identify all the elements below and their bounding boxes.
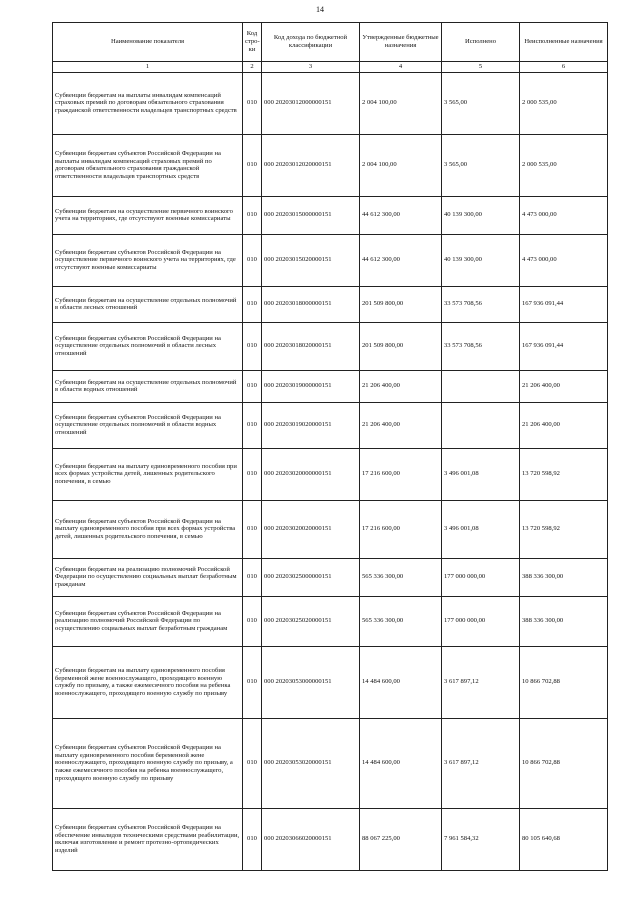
table-row — [53, 646, 608, 718]
row-income-code: 000 20203019020000151 — [262, 402, 360, 448]
row-income-code: 000 20203020020000151 — [262, 500, 360, 558]
column-header-name: Наименование показателя — [53, 23, 243, 62]
row-name: Субвенции бюджетам субъектов Российской Федерации на выплату единовременного пособия беременной жене военнослужащего, проходящего военную службу по призыву, а также ежемесячного пособия на ребенка военнослужащего, проходящего военную службу по призыву — [53, 718, 243, 808]
row-executed: 40 139 300,00 — [442, 196, 520, 234]
row-unexecuted: 4 473 000,00 — [520, 234, 608, 286]
row-name: Субвенции бюджетам субъектов Российской Федерации на осуществление отдельных полномочий в области водных отношений — [53, 402, 243, 448]
row-executed: 33 573 708,56 — [442, 322, 520, 370]
row-name: Субвенции бюджетам субъектов Российской Федерации на осуществление первичного воинского учета на территориях, где отсутствуют военные комиссариаты — [53, 234, 243, 286]
row-income-code: 000 20203012000000151 — [262, 72, 360, 134]
row-line-code: 010 — [243, 596, 262, 646]
row-name: Субвенции бюджетам на выплату единовременного пособия при всех формах устройства детей, лишенных родительского попечения, в семью — [53, 448, 243, 500]
row-line-code: 010 — [243, 448, 262, 500]
row-name: Субвенции бюджетам субъектов Российской Федерации на реализацию полномочий Российской Федерации по осуществлению социальных выплат безработным гражданам — [53, 596, 243, 646]
column-header-executed: Исполнено — [442, 23, 520, 62]
table-row — [53, 718, 608, 808]
row-line-code: 010 — [243, 322, 262, 370]
row-line-code: 010 — [243, 134, 262, 196]
row-income-code: 000 20203019000000151 — [262, 370, 360, 402]
table-row — [53, 558, 608, 596]
row-approved: 44 612 300,00 — [360, 234, 442, 286]
row-approved: 565 336 300,00 — [360, 558, 442, 596]
row-line-code: 010 — [243, 286, 262, 322]
column-number: 4 — [360, 62, 442, 73]
row-approved: 2 004 100,00 — [360, 72, 442, 134]
table-header-row — [53, 23, 608, 62]
row-unexecuted: 80 105 640,68 — [520, 808, 608, 870]
table-row — [53, 402, 608, 448]
row-unexecuted: 13 720 598,92 — [520, 448, 608, 500]
column-header-income-code: Код дохода по бюджетной классификации — [262, 23, 360, 62]
budget-execution-table — [52, 22, 608, 871]
row-approved: 201 509 800,00 — [360, 322, 442, 370]
row-line-code: 010 — [243, 808, 262, 870]
row-income-code: 000 20203020000000151 — [262, 448, 360, 500]
row-executed: 177 000 000,00 — [442, 596, 520, 646]
table-row — [53, 134, 608, 196]
column-number: 2 — [243, 62, 262, 73]
row-line-code: 010 — [243, 196, 262, 234]
row-income-code: 000 20203053020000151 — [262, 718, 360, 808]
row-executed — [442, 370, 520, 402]
row-approved: 21 206 400,00 — [360, 402, 442, 448]
row-line-code: 010 — [243, 72, 262, 134]
row-name: Субвенции бюджетам субъектов Российской Федерации на осуществление отдельных полномочий в области лесных отношений — [53, 322, 243, 370]
table-row — [53, 72, 608, 134]
table-row — [53, 596, 608, 646]
row-name: Субвенции бюджетам на выплаты инвалидам компенсаций страховых премий по договорам обязательного страхования гражданской ответственности владельцев транспортных средств — [53, 72, 243, 134]
table-row — [53, 286, 608, 322]
table-row — [53, 370, 608, 402]
row-line-code: 010 — [243, 402, 262, 448]
row-approved: 44 612 300,00 — [360, 196, 442, 234]
row-name: Субвенции бюджетам на реализацию полномочий Российской Федерации по осуществлению социальных выплат безработным гражданам — [53, 558, 243, 596]
column-header-line-code: Код стро-ки — [243, 23, 262, 62]
row-executed: 3 496 001,08 — [442, 500, 520, 558]
table-row — [53, 196, 608, 234]
row-approved: 2 004 100,00 — [360, 134, 442, 196]
row-line-code: 010 — [243, 234, 262, 286]
table-row — [53, 500, 608, 558]
column-header-unexecuted: Неисполненные назначения — [520, 23, 608, 62]
row-unexecuted: 2 000 535,00 — [520, 134, 608, 196]
row-name: Субвенции бюджетам на осуществление отдельных полномочий в области водных отношений — [53, 370, 243, 402]
row-unexecuted: 167 936 091,44 — [520, 286, 608, 322]
row-approved: 17 216 600,00 — [360, 448, 442, 500]
row-approved: 565 336 300,00 — [360, 596, 442, 646]
row-approved: 14 484 600,00 — [360, 646, 442, 718]
row-executed: 3 565,00 — [442, 72, 520, 134]
row-name: Субвенции бюджетам субъектов Российской Федерации на выплату единовременного пособия при всех формах устройства детей, лишенных родительского попечения, в семью — [53, 500, 243, 558]
column-number: 3 — [262, 62, 360, 73]
row-approved: 88 067 225,00 — [360, 808, 442, 870]
row-executed: 7 961 584,32 — [442, 808, 520, 870]
row-unexecuted: 388 336 300,00 — [520, 558, 608, 596]
row-unexecuted: 21 206 400,00 — [520, 370, 608, 402]
row-executed: 3 496 001,08 — [442, 448, 520, 500]
row-income-code: 000 20203025000000151 — [262, 558, 360, 596]
row-unexecuted: 388 336 300,00 — [520, 596, 608, 646]
row-income-code: 000 20203053000000151 — [262, 646, 360, 718]
row-line-code: 010 — [243, 718, 262, 808]
row-executed: 3 565,00 — [442, 134, 520, 196]
row-line-code: 010 — [243, 558, 262, 596]
column-number: 1 — [53, 62, 243, 73]
row-income-code: 000 20203015020000151 — [262, 234, 360, 286]
row-executed: 3 617 897,12 — [442, 646, 520, 718]
row-income-code: 000 20203066020000151 — [262, 808, 360, 870]
row-unexecuted: 4 473 000,00 — [520, 196, 608, 234]
row-income-code: 000 20203018020000151 — [262, 322, 360, 370]
row-income-code: 000 20203018000000151 — [262, 286, 360, 322]
row-name: Субвенции бюджетам на осуществление первичного воинского учета на территориях, где отсутствуют военные комиссариаты — [53, 196, 243, 234]
row-name: Субвенции бюджетам на выплату единовременного пособия беременной жене военнослужащего, проходящего военную службу по призыву, а также ежемесячного пособия на ребенка военнослужащего, проходящего военную службу по призыву — [53, 646, 243, 718]
row-line-code: 010 — [243, 646, 262, 718]
row-income-code: 000 20203025020000151 — [262, 596, 360, 646]
table-row — [53, 322, 608, 370]
table-row — [53, 448, 608, 500]
column-number-row — [53, 62, 608, 73]
row-unexecuted: 167 936 091,44 — [520, 322, 608, 370]
row-approved: 14 484 600,00 — [360, 718, 442, 808]
row-unexecuted: 2 000 535,00 — [520, 72, 608, 134]
row-approved: 201 509 800,00 — [360, 286, 442, 322]
row-line-code: 010 — [243, 370, 262, 402]
row-unexecuted: 13 720 598,92 — [520, 500, 608, 558]
row-executed: 177 000 000,00 — [442, 558, 520, 596]
row-executed: 40 139 300,00 — [442, 234, 520, 286]
row-executed: 3 617 897,12 — [442, 718, 520, 808]
row-income-code: 000 20203015000000151 — [262, 196, 360, 234]
row-unexecuted: 10 866 702,88 — [520, 718, 608, 808]
row-name: Субвенции бюджетам субъектов Российской Федерации на обеспечение инвалидов техническими средствами реабилитации, включая изготовление и ремонт протезно-ортопедических изделий — [53, 808, 243, 870]
row-unexecuted: 21 206 400,00 — [520, 402, 608, 448]
row-executed — [442, 402, 520, 448]
table-row — [53, 808, 608, 870]
table-row — [53, 234, 608, 286]
row-name: Субвенции бюджетам на осуществление отдельных полномочий в области лесных отношений — [53, 286, 243, 322]
row-executed: 33 573 708,56 — [442, 286, 520, 322]
column-header-approved: Утвержденные бюджетные назначения — [360, 23, 442, 62]
column-number: 5 — [442, 62, 520, 73]
column-number: 6 — [520, 62, 608, 73]
page-number: 14 — [316, 5, 324, 14]
row-approved: 21 206 400,00 — [360, 370, 442, 402]
row-unexecuted: 10 866 702,88 — [520, 646, 608, 718]
row-approved: 17 216 600,00 — [360, 500, 442, 558]
row-line-code: 010 — [243, 500, 262, 558]
row-income-code: 000 20203012020000151 — [262, 134, 360, 196]
row-name: Субвенции бюджетам субъектов Российской Федерации на выплаты инвалидам компенсаций страховых премий по договорам обязательного страхования гражданской ответственности владельцев транспортных средств — [53, 134, 243, 196]
